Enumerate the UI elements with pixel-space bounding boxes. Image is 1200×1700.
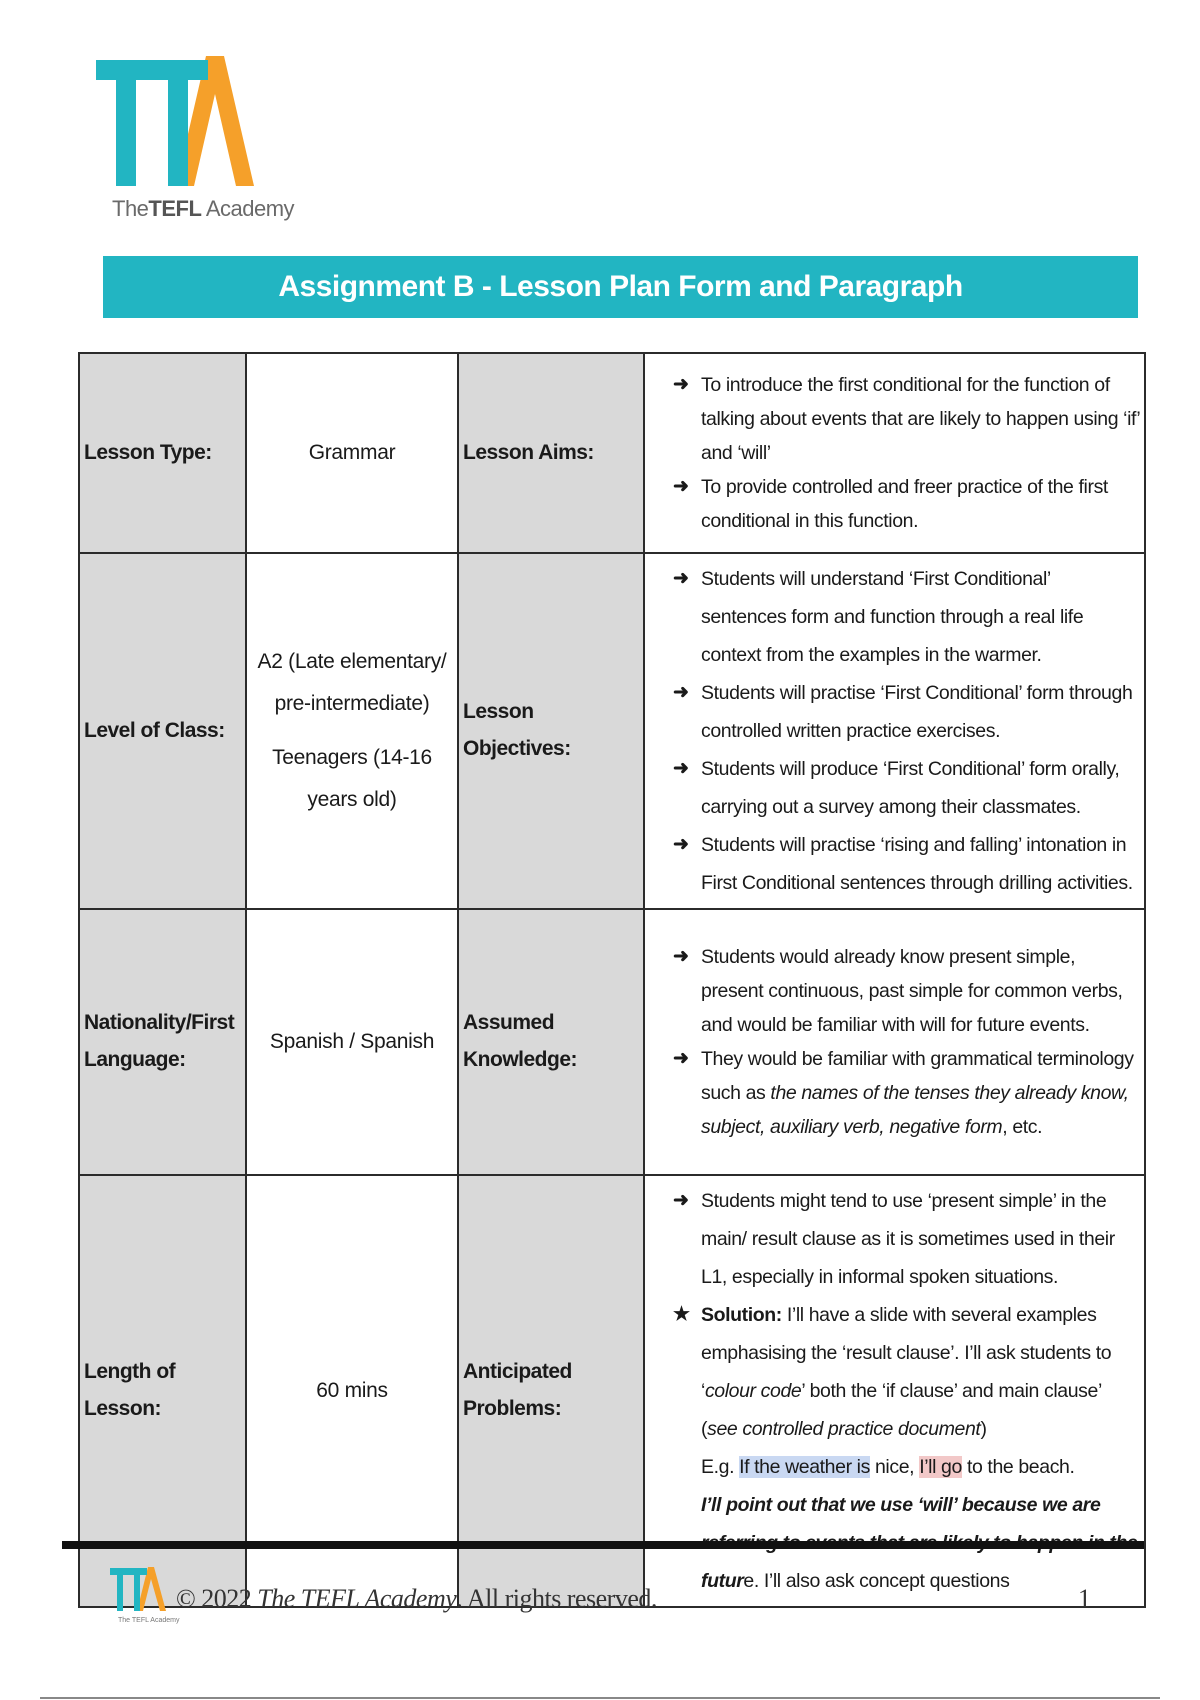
list-item (673, 368, 1140, 470)
label-lesson-type: Lesson Type: (79, 353, 246, 553)
problem-text: Students might tend to use ‘present simple’ in the main/ result clause as it is sometimes used in their L1, especially in informal spoken situations. (701, 1190, 1115, 1288)
cell-lesson-objectives (644, 553, 1145, 909)
level-line: pre-intermediate) (274, 692, 430, 715)
arrow-icon: ➜ (673, 758, 689, 779)
knowledge-text: Students would already know present simple, present continuous, past simple for common verbs, and would be familiar with will for future events. (701, 946, 1123, 1036)
label-anticipated-problems: Anticipated Problems: (458, 1175, 644, 1607)
list-item (673, 674, 1140, 750)
solution-label: Solution: (701, 1304, 782, 1326)
age-line: Teenagers (14-16 years old) (272, 746, 432, 811)
table-row (79, 909, 1145, 1175)
list-item (673, 470, 1140, 538)
solution-text-italic: colour code (704, 1380, 802, 1402)
arrow-icon: ➜ (673, 1190, 689, 1211)
label-nationality: Nationality/First Language: (79, 909, 246, 1175)
value-nationality: Spanish / Spanish (246, 909, 458, 1175)
objective-text: Students will practise ‘rising and falling’ intonation in First Conditional sentences through drilling activities. (701, 834, 1133, 894)
value-length-of-lesson: 60 mins (246, 1175, 458, 1607)
value-level-of-class (246, 553, 458, 909)
arrow-icon: ➜ (673, 1048, 689, 1069)
page-number: 1 (1078, 1584, 1091, 1613)
page-title-banner (103, 256, 1138, 318)
label-lesson-aims: Lesson Aims: (458, 353, 644, 553)
copyright-suffix: . All rights reserved. (456, 1584, 657, 1613)
example-main-clause: I’ll go (919, 1456, 962, 1478)
knowledge-text-end: , etc. (1002, 1116, 1043, 1138)
list-item (673, 750, 1140, 826)
page-title: Assignment B - Lesson Plan Form and Paragraph (278, 270, 963, 303)
solution-text: I’ll have a slide with several examples emphasising the ‘result clause’. I’ll ask students to ‘ (701, 1304, 1112, 1402)
value-lesson-type: Grammar (246, 353, 458, 553)
list-item (673, 1296, 1140, 1600)
label-level-of-class: Level of Class: (79, 553, 246, 909)
objective-text: Students will produce ‘First Conditional’ form orally, carrying out a survey among their classmates. (701, 758, 1120, 818)
logo-wordmark-the: The (112, 196, 149, 221)
page-bottom-edge (40, 1697, 1160, 1699)
example-text: to the beach. (961, 1456, 1075, 1478)
knowledge-text-italic: the names of the tenses they already know, subject, auxiliary verb, negative form (701, 1082, 1129, 1138)
list-item (673, 940, 1140, 1042)
arrow-icon: ➜ (673, 946, 689, 967)
logo-t2-stem (168, 60, 188, 186)
logo-t1-stem (116, 60, 136, 186)
solution-text: ’ both the ‘if clause’ and main clause’ ( (701, 1380, 1102, 1440)
emphasis-tail: e. I’ll also ask concept questions (743, 1570, 1010, 1592)
solution-text-italic: see controlled practice document (707, 1418, 981, 1440)
label-length-of-lesson: Length of Lesson: (79, 1175, 246, 1607)
list-item (673, 1182, 1140, 1296)
example-if-clause: If the weather is (739, 1456, 870, 1478)
aim-text: To provide controlled and freer practice of the first conditional in this function. (701, 476, 1108, 532)
objective-text: Students will practise ‘First Conditional’ form through controlled written practice exercises. (701, 682, 1133, 742)
star-icon: ★ (673, 1304, 690, 1325)
aim-text: To introduce the first conditional for the function of talking about events that are likely to happen using ‘if’ and ‘will’ (701, 374, 1140, 464)
cell-lesson-aims (644, 353, 1145, 553)
table-row (79, 353, 1145, 553)
objective-text: Students will understand ‘First Conditional’ sentences form and function through a real life context from the examples in the warmer. (701, 568, 1084, 666)
arrow-icon: ➜ (673, 568, 689, 589)
lesson-plan-table (78, 352, 1146, 1608)
footer-logo (110, 1565, 168, 1617)
copyright-org: The TEFL Academy (257, 1584, 457, 1613)
example-text: nice, (869, 1456, 920, 1478)
list-item (673, 1042, 1140, 1144)
list-item (673, 826, 1140, 902)
copyright-text (176, 1584, 657, 1614)
logo-wordmark (112, 196, 294, 222)
example-prefix: E.g. (701, 1456, 740, 1478)
cell-assumed-knowledge (644, 909, 1145, 1175)
list-item (673, 560, 1140, 674)
label-lesson-objectives: Lesson Objectives: (458, 553, 644, 909)
copyright-prefix: © 2022 (176, 1584, 258, 1613)
emphasis-text: I’ll point out that we use ‘will’ because we are futur (701, 1494, 1101, 1592)
level-line: A2 (Late elementary/ (257, 650, 447, 673)
footer-rule (62, 1541, 1144, 1549)
label-assumed-knowledge: Assumed Knowledge: (458, 909, 644, 1175)
footer-logo-wordmark: The TEFL Academy (118, 1617, 180, 1624)
logo-wordmark-tefl: TEFL (148, 196, 202, 221)
arrow-icon: ➜ (673, 374, 689, 395)
logo-wordmark-academy: Academy (201, 196, 295, 221)
solution-text: ) (980, 1418, 987, 1440)
arrow-icon: ➜ (673, 834, 689, 855)
table-row (79, 553, 1145, 909)
arrow-icon: ➜ (673, 476, 689, 497)
arrow-icon: ➜ (673, 682, 689, 703)
knowledge-text: They would be familiar with grammatical terminology such as (701, 1048, 1134, 1104)
